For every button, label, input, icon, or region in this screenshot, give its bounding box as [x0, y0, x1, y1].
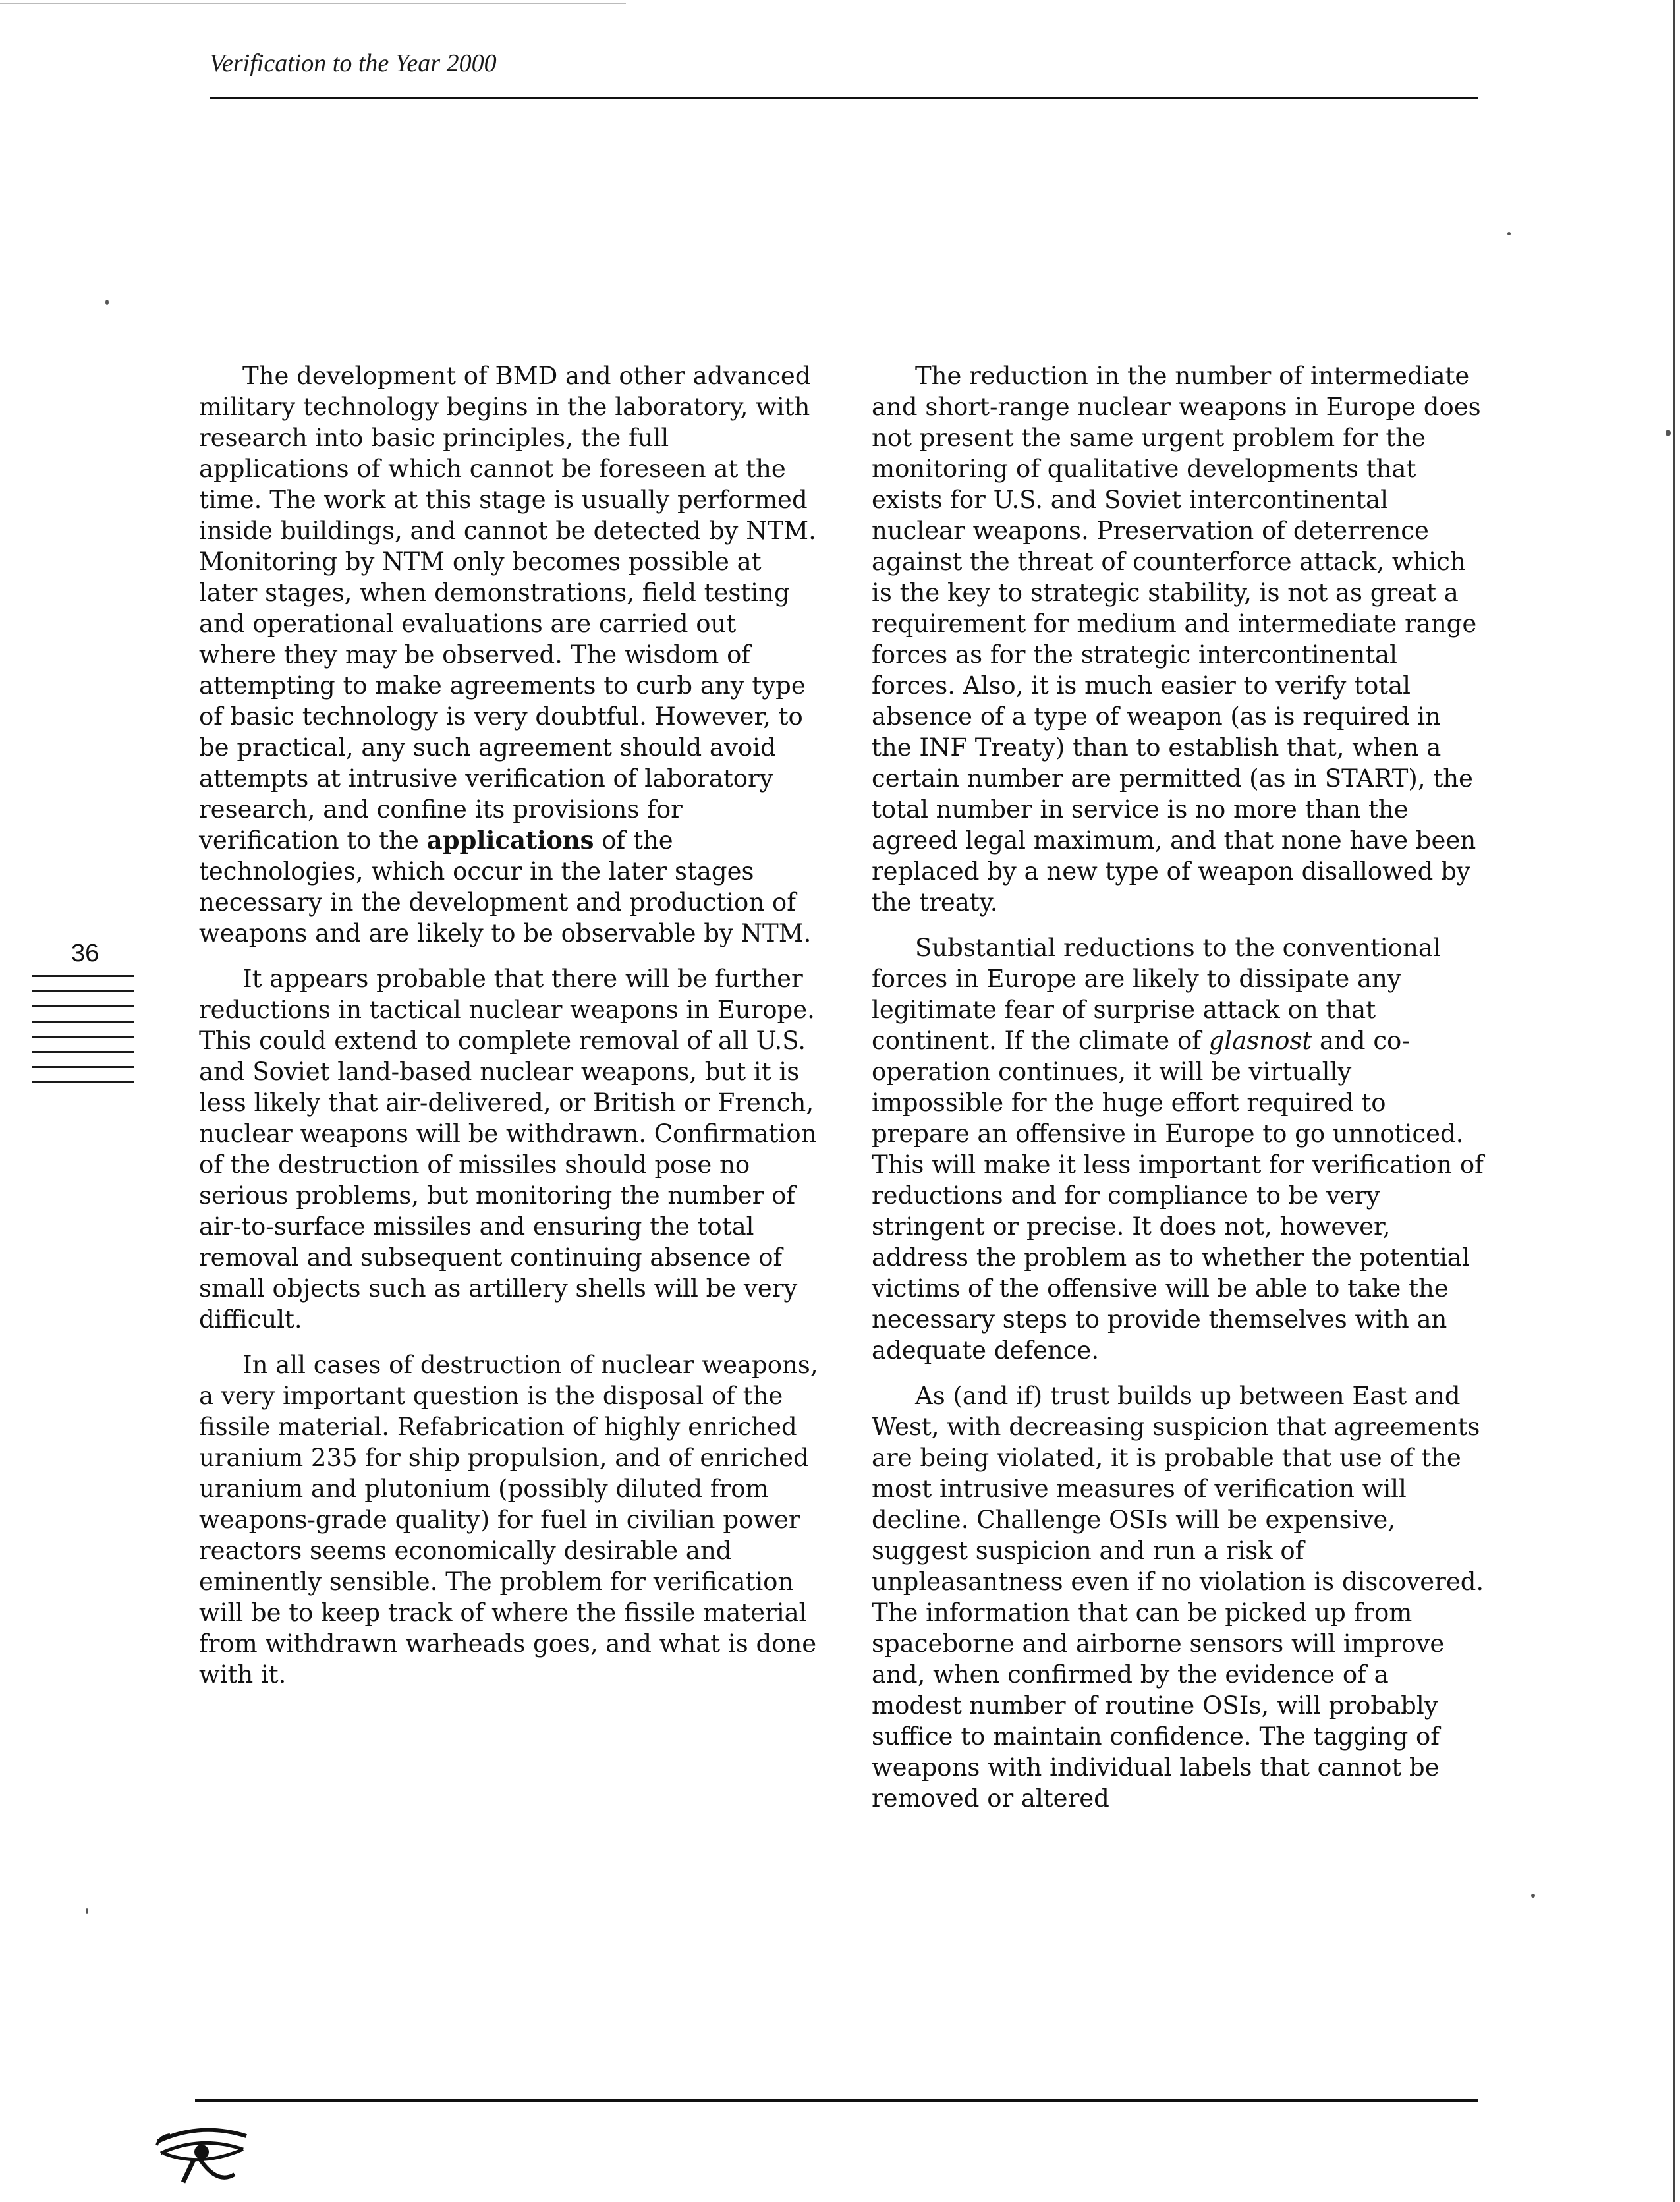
scan-speck: [86, 1908, 88, 1914]
scan-speck: [1531, 1894, 1535, 1898]
body-paragraph: [199, 1349, 820, 1690]
body-paragraph: [872, 1380, 1484, 1814]
right-column: [872, 360, 1484, 1828]
margin-line: [32, 1066, 134, 1068]
margin-line-marks: [32, 975, 134, 1096]
paragraph-text: As (and if) trust builds up between East and West, with decreasing suspicion that agreements are being violated, it is probable that use of the most intrusive measures of verification will decline. Challenge OSIs will be expensive, suggest suspicion and run a risk of unpleasantness even if no violation is discovered. The information that can be picked up from spaceborne and airborne sensors will improve and, when confirmed by the evidence of a modest number of routine OSIs, will probably suffice to maintain confidence. The tagging of weapons with individual labels that cannot be removed or altered: [872, 1382, 1484, 1813]
paragraph-text: The development of BMD and other advanced military technology begins in the laboratory, with research into basic principles, the full applications of which cannot be foreseen at the time. The work at this stage is usually performed inside buildings, and cannot be detected by NTM. Monitoring by NTM only becomes possible at later stages, when demonstrations, field testing and operational evaluations are carried out where they may be observed. The wisdom of attempting to make agreements to curb any type of basic technology is very doubtful. However, to be practical, any such agreement should avoid attempts at intrusive verification of laboratory research, and confine its provisions for verification to the: [199, 362, 816, 855]
paragraph-text: and co-operation continues, it will be virtually impossible for the huge effort required to prepare an offensive in Europe to go unnoticed. This will make it less important for verification of reductions and for compliance to be very stringent or precise. It does not, however, address the problem as to whether the potential victims of the offensive will be able to take the necessary steps to provide themselves with an adequate defence.: [872, 1027, 1484, 1365]
margin-line: [32, 1051, 134, 1053]
scan-speck: [1507, 232, 1511, 235]
body-paragraph: [872, 360, 1484, 918]
page-number: 36: [71, 940, 99, 967]
scan-edge-rule: [0, 3, 626, 4]
body-paragraph: [199, 360, 820, 949]
running-header: Verification to the Year 2000: [210, 49, 497, 77]
scan-right-edge: [1673, 0, 1680, 2202]
footer-rule: [195, 2099, 1478, 2102]
body-paragraph: [199, 963, 820, 1335]
header-rule: [210, 97, 1478, 99]
eye-of-horus-icon: [154, 2122, 253, 2188]
margin-line: [32, 1005, 134, 1007]
paragraph-text: In all cases of destruction of nuclear weapons, a very important question is the disposal of the fissile material. Refabrication of highly enriched uranium 235 for ship propulsion, and of enriched uranium and plutonium (possibly diluted from weapons-grade quality) for fuel in civilian power reactors seems economically desirable and eminently sensible. The problem for verification will be to keep track of where the fissile material from withdrawn warheads goes, and what is done with it.: [199, 1351, 818, 1689]
margin-line: [32, 1036, 134, 1038]
body-paragraph: [872, 932, 1484, 1366]
scan-speck: [1666, 430, 1671, 436]
paragraph-text: It appears probable that there will be further reductions in tactical nuclear weapons in Europe. This could extend to complete removal of all U.S. and Soviet land-based nuclear weapons, but it is less likely that air-delivered, or British or French, nuclear weapons will be withdrawn. Confirmation of the destruction of missiles should pose no serious problems, but monitoring the number of air-to-surface missiles and ensuring the total removal and subsequent continuing absence of small objects such as artillery shells will be very difficult.: [199, 965, 817, 1334]
margin-line: [32, 990, 134, 992]
margin-line: [32, 975, 134, 977]
margin-line: [32, 1081, 134, 1083]
emphasized-text: glasnost: [1208, 1027, 1312, 1055]
left-column: [199, 360, 820, 1705]
margin-line: [32, 1021, 134, 1023]
paragraph-text: of the technologies, which occur in the later stages necessary in the development and production of weapons and are likely to be observable by NTM.: [199, 826, 812, 947]
emphasized-text: applications: [426, 826, 594, 855]
scan-speck: [105, 300, 109, 305]
paragraph-text: The reduction in the number of intermediate and short-range nuclear weapons in Europe does not present the same urgent problem for the monitoring of qualitative developments that exists for U.S. and Soviet intercontinental nuclear weapons. Preservation of deterrence against the threat of counterforce attack, which is the key to strategic stability, is not as great a requirement for medium and intermediate range forces as for the strategic intercontinental forces. Also, it is much easier to verify total absence of a type of weapon (as is required in the INF Treaty) than to establish that, when a certain number are permitted (as in START), the total number in service is no more than the agreed legal maximum, and that none have been replaced by a new type of weapon disallowed by the treaty.: [872, 362, 1481, 917]
paragraph-text: Substantial reductions to the conventional forces in Europe are likely to dissipate any legitimate fear of surprise attack on that continent. If the climate of: [872, 934, 1441, 1055]
